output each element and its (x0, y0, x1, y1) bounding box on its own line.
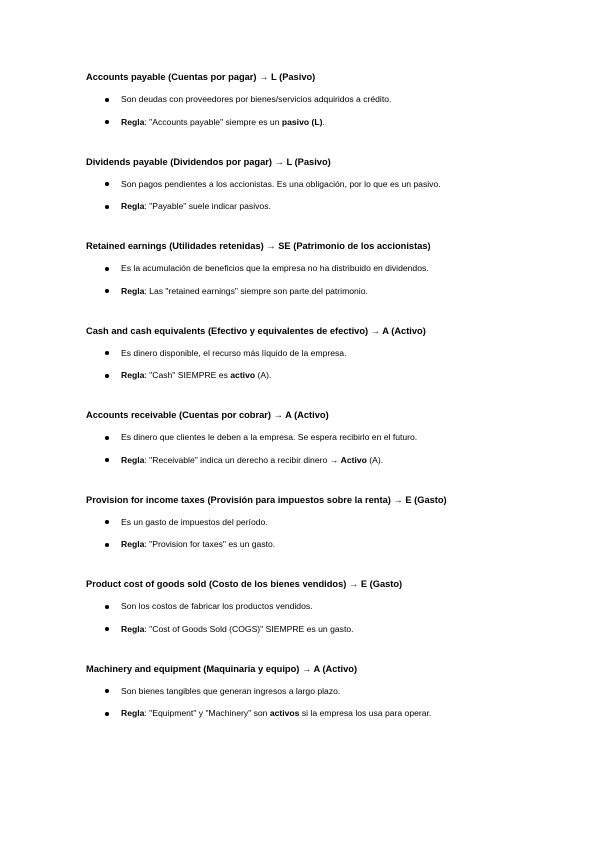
bullet-list (86, 685, 546, 721)
arrow-icon: → (348, 579, 359, 589)
bullet-list (86, 178, 546, 214)
list-item (86, 347, 546, 360)
bullet-icon (105, 543, 109, 547)
term-heading (86, 71, 546, 84)
term-heading (86, 409, 546, 422)
rule-label: Regla (121, 116, 145, 127)
list-item (86, 431, 546, 444)
rule-tail-text: . (322, 116, 325, 127)
term-heading (86, 325, 546, 338)
list-item (86, 369, 546, 382)
bullet-icon (105, 289, 109, 293)
arrow-icon: → (301, 663, 312, 674)
arrow-icon: → (273, 410, 283, 420)
rule-bold-text: pasivo (L) (281, 116, 323, 127)
rule-text: : "Payable" suele indicar pasivos. (144, 201, 271, 211)
bullet-icon (105, 605, 109, 609)
term-section (86, 240, 546, 298)
term-name: Provision for income taxes (86, 494, 205, 505)
term-category: SE (Patrimonio de los accionistas) (278, 241, 431, 251)
term-section (86, 663, 546, 721)
list-item (86, 623, 546, 636)
rule-label: Regla (121, 623, 145, 634)
term-category: E (Gasto) (405, 494, 447, 505)
term-translation: (Efectivo y equivalentes de efectivo) (207, 325, 369, 336)
bullet-icon (105, 351, 109, 355)
list-item (86, 707, 546, 720)
list-item (86, 285, 546, 298)
arrow-icon: → (259, 72, 269, 82)
bullet-icon (105, 712, 109, 716)
definition-text: Son los costos de fabricar los productos vendidos. (121, 601, 313, 611)
term-section (86, 494, 546, 552)
rule-label: Regla (121, 454, 145, 465)
arrow-icon: → (370, 325, 381, 336)
list-item (86, 538, 546, 551)
bullet-list (86, 347, 546, 383)
arrow-icon: → (274, 156, 284, 167)
definition-text: Es un gasto de impuestos del período. (121, 516, 268, 527)
term-section (86, 325, 546, 383)
bullet-list (86, 431, 546, 467)
bullet-list (86, 516, 546, 552)
document-content (86, 71, 546, 747)
list-item (86, 454, 546, 467)
term-section (86, 578, 546, 636)
term-category: E (Gasto) (360, 579, 403, 589)
term-translation: (Costo de los bienes vendidos) (208, 579, 347, 589)
term-category: L (Pasivo) (271, 72, 316, 82)
rule-text: : "Provision for taxes" es un gasto. (144, 539, 276, 549)
term-name: Accounts payable (86, 72, 166, 82)
term-name: Cash and cash equivalents (86, 325, 206, 336)
term-section (86, 156, 546, 214)
definition-text: Es la acumulación de beneficios que la empresa no ha distribuido en dividendos. (121, 263, 429, 273)
term-translation: (Maquinaria y equipo) (203, 663, 300, 674)
arrow-icon: → (266, 241, 276, 251)
term-category: A (Activo) (382, 325, 426, 336)
term-heading (86, 578, 546, 591)
term-translation: (Cuentas por cobrar) (179, 410, 271, 420)
rule-text: : "Receivable" indica un derecho a recibir dinero → (144, 454, 341, 465)
rule-tail-text: si la empresa los usa para operar. (299, 708, 432, 718)
term-heading (86, 663, 546, 676)
bullet-icon (105, 436, 109, 440)
rule-label: Regla (121, 370, 145, 380)
term-heading (86, 494, 546, 507)
term-category: A (Activo) (313, 663, 358, 674)
list-item (86, 178, 546, 191)
rule-bold-text: activos (269, 708, 300, 718)
rule-tail-text: (A). (255, 370, 272, 380)
definition-text: Son pagos pendientes a los accionistas. Es una obligación, por lo que es un pasivo. (121, 178, 441, 189)
bullet-icon (105, 374, 109, 378)
rule-label: Regla (121, 285, 145, 296)
list-item (86, 685, 546, 698)
term-name: Machinery and equipment (86, 663, 201, 674)
term-translation: (Cuentas por pagar) (168, 72, 257, 82)
list-item (86, 262, 546, 275)
list-item (86, 516, 546, 529)
list-item (86, 116, 546, 129)
bullet-icon (105, 689, 109, 693)
bullet-icon (105, 627, 109, 631)
term-name: Accounts receivable (86, 410, 177, 420)
term-category: A (Activo) (285, 410, 329, 420)
list-item (86, 600, 546, 613)
term-translation: (Dividendos por pagar) (170, 156, 272, 167)
rule-tail-text: (A). (366, 454, 384, 465)
term-name: Product cost of goods sold (86, 579, 207, 589)
term-heading (86, 156, 546, 169)
rule-label: Regla (121, 708, 145, 718)
bullet-list (86, 600, 546, 636)
rule-text: : "Cash" SIEMPRE es (144, 370, 231, 380)
bullet-icon (105, 205, 109, 209)
bullet-icon (105, 120, 109, 124)
rule-text: : "Accounts payable" siempre es un (144, 116, 282, 127)
rule-text: : "Equipment" y "Machinery" son (144, 708, 270, 718)
rule-text: : Las "retained earnings" siempre son parte del patrimonio. (144, 285, 368, 296)
term-section (86, 71, 546, 129)
bullet-list (86, 262, 546, 298)
rule-bold-text: Activo (340, 454, 367, 465)
list-item (86, 93, 546, 106)
definition-text: Es dinero que clientes le deben a la empresa. Se espera recibirlo en el futuro. (121, 432, 418, 442)
definition-text: Son bienes tangibles que generan ingresos a largo plazo. (121, 685, 341, 696)
bullet-icon (105, 98, 109, 102)
rule-label: Regla (121, 539, 145, 549)
term-heading (86, 240, 546, 253)
bullet-icon (105, 182, 109, 186)
rule-label: Regla (121, 201, 145, 211)
bullet-icon (105, 520, 109, 524)
definition-text: Es dinero disponible, el recurso más líquido de la empresa. (121, 347, 347, 358)
rule-text: : "Cost of Goods Sold (COGS)" SIEMPRE es un gasto. (144, 623, 354, 634)
term-name: Retained earnings (86, 241, 167, 251)
rule-bold-text: activo (230, 370, 256, 380)
bullet-icon (105, 267, 109, 271)
term-category: L (Pasivo) (286, 156, 331, 167)
list-item (86, 200, 546, 213)
term-name: Dividends payable (86, 156, 168, 167)
term-translation: (Provisión para impuestos sobre la renta) (207, 494, 391, 505)
bullet-icon (105, 458, 109, 462)
bullet-list (86, 93, 546, 129)
term-translation: (Utilidades retenidas) (169, 241, 264, 251)
term-section (86, 409, 546, 467)
arrow-icon: → (393, 494, 403, 505)
definition-text: Son deudas con proveedores por bienes/servicios adquiridos a crédito. (121, 94, 392, 104)
